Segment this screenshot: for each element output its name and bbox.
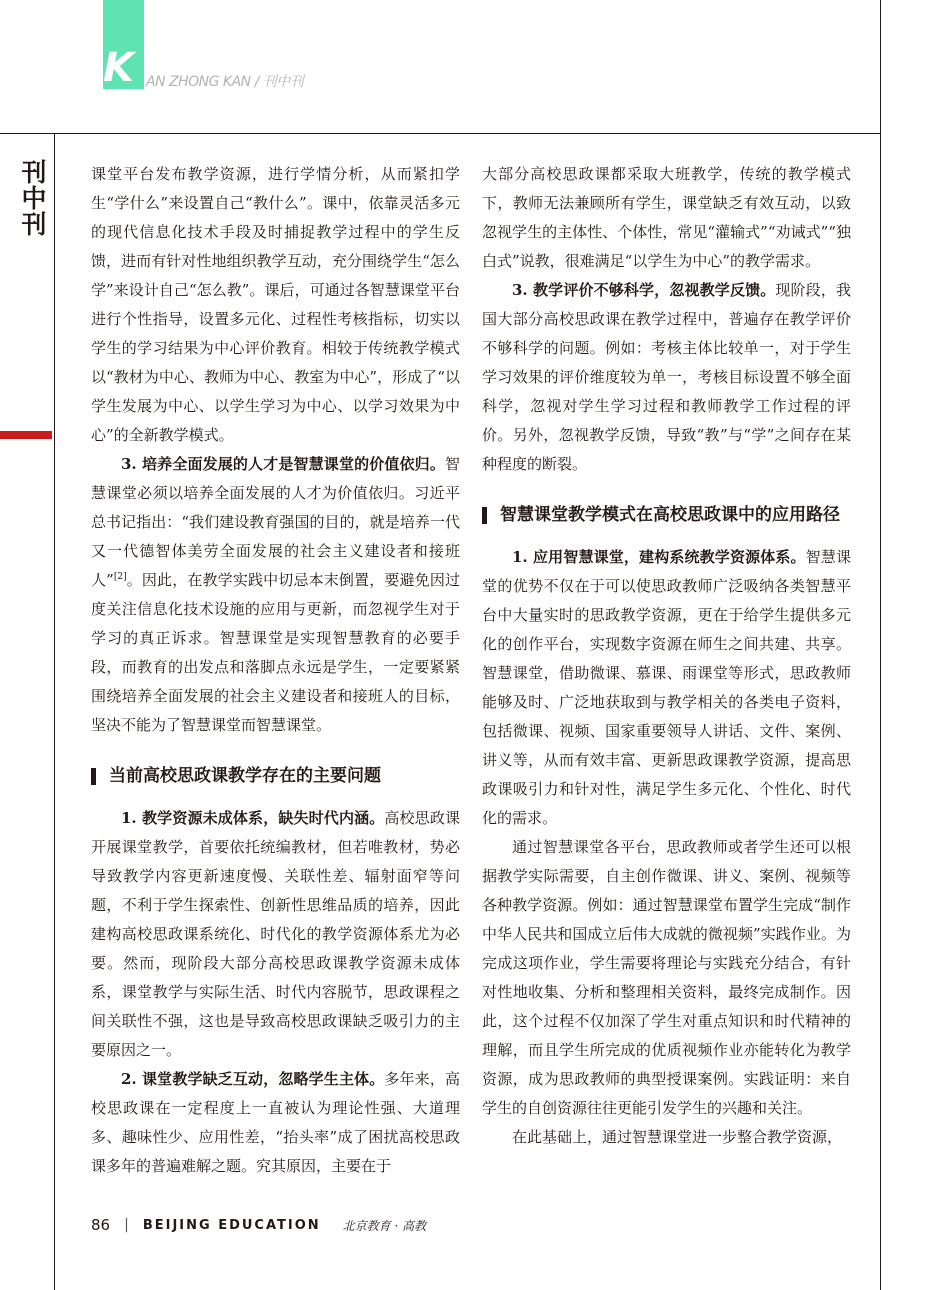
paragraph bbox=[91, 1065, 460, 1181]
paragraph bbox=[91, 450, 460, 740]
paragraph-lead: 1. 应用智慧课堂，建构系统教学资源体系。 bbox=[512, 548, 806, 566]
left-margin-rule bbox=[54, 134, 55, 1290]
paragraph-lead: 1. 教学资源未成体系，缺失时代内涵。 bbox=[121, 809, 385, 827]
paragraph-body: 高校思政课开展课堂教学，首要依托统编教材，但若唯教材，势必导致教学内容更新速度慢、关联性差、辐射面窄等问题，不利于学生探索性、创新性思维品质的培养，因此建构高校思政课系统化、时代化的教学资源体系尤为必要。然而，现阶段大部分高校思政课教学资源未成体系，课堂教学与实际生活、时代内容脱节，思政课程之间关联性不强，这也是导致高校思政课缺乏吸引力的主要原因之一。 bbox=[91, 809, 460, 1059]
paragraph-lead: 3. 教学评价不够科学，忽视教学反馈。 bbox=[512, 281, 776, 299]
column-logo-letter: K bbox=[103, 45, 134, 91]
paragraph bbox=[91, 804, 460, 1065]
section-heading bbox=[91, 762, 460, 790]
right-text-column bbox=[482, 160, 851, 1152]
right-margin-rule bbox=[880, 0, 881, 1290]
paragraph-lead: 3. 培养全面发展的人才是智慧课堂的价值依归。 bbox=[121, 455, 445, 473]
citation-ref: [2] bbox=[113, 572, 127, 582]
page-footer bbox=[91, 1214, 426, 1236]
red-side-marker bbox=[0, 431, 52, 439]
paragraph: 课堂平台发布教学资源，进行学情分析，从而紧扣学生“学什么”来设置自己“教什么”。课中，依靠灵活多元的现代信息化技术手段及时捕捉教学过程中的学生反馈，进而有针对性地组织教学互动，充分围绕学生“怎么学”来设计自己“怎么教”。课后，可通过各智慧课堂平台进行个性指导，设置多元化、过程性考核指标，切实以学生的学习结果为中心评价教育。相较于传统教学模式以“教材为中心、教师为中心、教室为中心”，形成了“以学生发展为中心、以学生学习为中心、以学习效果为中心”的全新教学模式。 bbox=[91, 165, 460, 444]
side-column-title bbox=[20, 160, 48, 238]
paragraph-body: 现阶段，我国大部分高校思政课在教学过程中，普遍存在教学评价不够科学的问题。例如：考核主体比较单一，对于学生学习效果的评价维度较为单一，考核目标设置不够全面科学，忽视对学生学习过程和教师教学工作过程的评价。另外，忽视教学反馈，导致“教”与“学”之间存在某种程度的断裂。 bbox=[482, 281, 851, 473]
header-rule bbox=[0, 133, 881, 134]
column-logo-text: AN ZHONG KAN / 刊中刊 bbox=[146, 74, 304, 90]
section-heading bbox=[482, 501, 851, 529]
paragraph: 在此基础上，通过智慧课堂进一步整合教学资源， bbox=[512, 1128, 843, 1146]
paragraph-body: 多年来，高校思政课在一定程度上一直被认为理论性强、大道理多、趣味性少、应用性差，“抬头率”成了困扰高校思政课多年的普遍难解之题。究其原因，主要在于 bbox=[91, 1070, 460, 1175]
paragraph-lead: 2. 课堂教学缺乏互动，忽略学生主体。 bbox=[121, 1070, 385, 1088]
side-title-char: 刊 bbox=[21, 210, 47, 239]
side-title-char: 中 bbox=[21, 184, 47, 213]
section-bar bbox=[91, 768, 96, 785]
section-title: 智慧课堂教学模式在高校思政课中的应用路径 bbox=[500, 505, 840, 525]
footer-separator: | bbox=[124, 1217, 129, 1233]
paragraph: 大部分高校思政课都采取大班教学，传统的教学模式下，教师无法兼顾所有学生，课堂缺乏有效互动，以致忽视学生的主体性、个体性，常见“灌输式”“劝诫式”“独白式”说教，很难满足“以学生为中心”的教学需求。 bbox=[482, 165, 851, 270]
paragraph bbox=[482, 276, 851, 479]
paragraph-body: 智慧课堂必须以培养全面发展的人才为价值依归。习近平总书记指出：“我们建设教育强国的目的，就是培养一代又一代德智体美劳全面发展的社会主义建设者和接班人” bbox=[91, 455, 460, 589]
paragraph-body: 。因此，在教学实践中切忌本末倒置，要避免因过度关注信息化技术设施的应用与更新，而忽视学生对于学习的真正诉求。智慧课堂是实现智慧教育的必要手段，而教育的出发点和落脚点永远是学生，一定要紧紧围绕培养全面发展的社会主义建设者和接班人的目标，坚决不能为了智慧课堂而智慧课堂。 bbox=[91, 571, 460, 734]
paragraph bbox=[482, 543, 851, 833]
section-bar bbox=[482, 507, 487, 524]
paragraph-body: 智慧课堂的优势不仅在于可以使思政教师广泛吸纳各类智慧平台中大量实时的思政教学资源，更在于给学生提供多元化的创作平台，实现数字资源在师生之间共建、共享。智慧课堂，借助微课、慕课、雨课堂等形式，思政教师能够及时、广泛地获取到与教学相关的各类电子资料，包括微课、视频、国家重要领导人讲话、文件、案例、讲义等，从而有效丰富、更新思政课教学资源，提高思政课吸引力和针对性，满足学生多元化、个性化、时代化的需求。 bbox=[482, 548, 851, 827]
journal-name-cn: 北京教育 · 高教 bbox=[342, 1218, 427, 1233]
page-number: 86 bbox=[91, 1216, 111, 1234]
paragraph: 通过智慧课堂各平台，思政教师或者学生还可以根据教学实际需要，自主创作微课、讲义、案例、视频等各种教学资源。例如：通过智慧课堂布置学生完成“制作中华人民共和国成立后伟大成就的微视频”实践作业。为完成这项作业，学生需要将理论与实践充分结合，有针对性地收集、分析和整理相关资料，最终完成制作。因此，这个过程不仅加深了学生对重点知识和时代精神的理解，而且学生所完成的优质视频作业亦能转化为教学资源，成为思政教师的典型授课案例。实践证明：来自学生的自创资源往往更能引发学生的兴趣和关注。 bbox=[482, 838, 851, 1117]
side-title-char: 刊 bbox=[21, 158, 47, 187]
journal-name-en: BEIJING EDUCATION bbox=[142, 1217, 321, 1233]
left-text-column bbox=[91, 160, 460, 1181]
section-title: 当前高校思政课教学存在的主要问题 bbox=[109, 766, 381, 786]
